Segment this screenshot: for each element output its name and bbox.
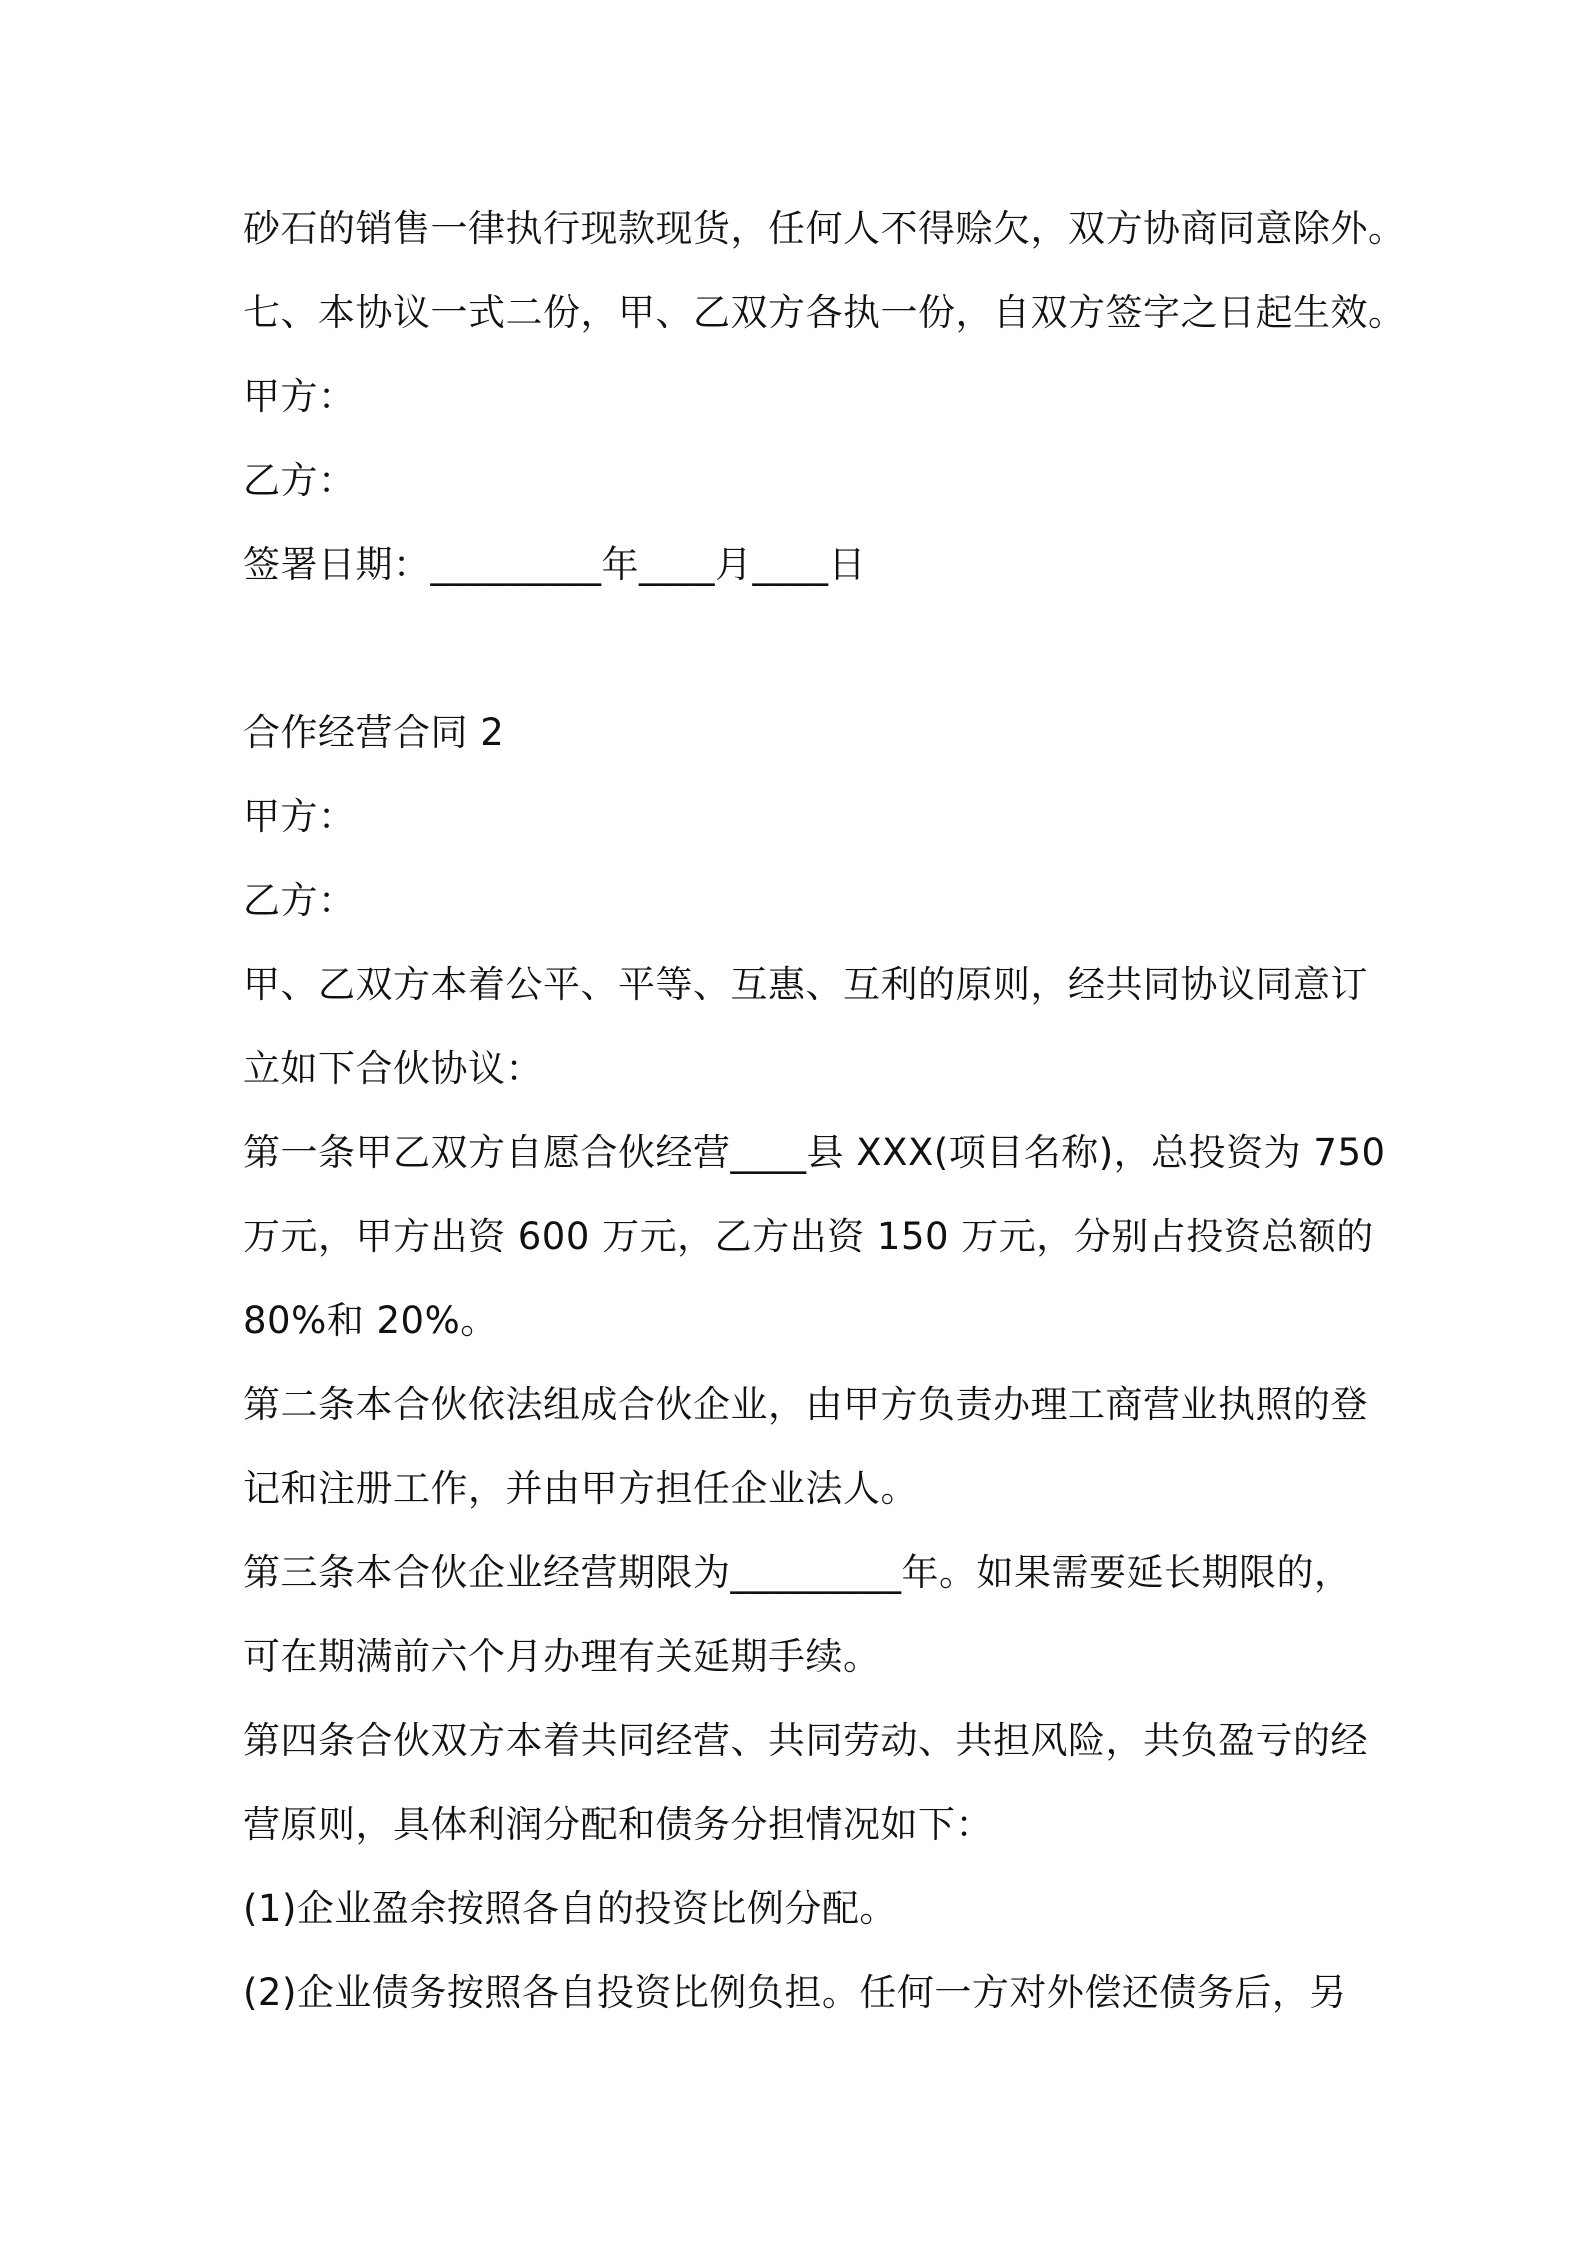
article-two-line-2: 记和注册工作，并由甲方担任企业法人。 xyxy=(243,1467,918,1510)
article-one-line-2: 万元，甲方出资 600 万元，乙方出资 150 万元，分别占投资总额的 xyxy=(243,1215,1374,1258)
article-four-line-1: 第四条合伙双方本着共同经营、共同劳动、共担风险，共负盈亏的经 xyxy=(243,1719,1368,1762)
preamble-line-1: 甲、乙双方本着公平、平等、互惠、互利的原则，经共同协议同意订 xyxy=(243,963,1368,1006)
party-a-label-2: 甲方： xyxy=(243,795,356,838)
article-four-item-1: (1)企业盈余按照各自的投资比例分配。 xyxy=(243,1887,897,1930)
paragraph-sales-terms: 砂石的销售一律执行现款现货，任何人不得赊欠，双方协商同意除外。 xyxy=(243,207,1406,250)
section-title: 合作经营合同 2 xyxy=(243,711,505,754)
article-four-item-2: (2)企业债务按照各自投资比例负担。任何一方对外偿还债务后，另 xyxy=(243,1971,1347,2014)
article-one-line-3: 80%和 20%。 xyxy=(243,1299,498,1342)
preamble-line-2: 立如下合伙协议： xyxy=(243,1047,543,1090)
party-a-label: 甲方： xyxy=(243,375,356,418)
article-one-line-1: 第一条甲乙双方自愿合伙经营____县 XXX(项目名称)，总投资为 750 xyxy=(243,1131,1386,1174)
paragraph-clause-seven: 七、本协议一式二份，甲、乙双方各执一份，自双方签字之日起生效。 xyxy=(243,291,1406,334)
party-b-label: 乙方： xyxy=(243,459,356,502)
article-two-line-1: 第二条本合伙依法组成合伙企业，由甲方负责办理工商营业执照的登 xyxy=(243,1383,1368,1426)
signing-date-line: 签署日期：_________年____月____日 xyxy=(243,543,866,586)
article-four-line-2: 营原则，具体利润分配和债务分担情况如下： xyxy=(243,1803,993,1846)
party-b-label-2: 乙方： xyxy=(243,879,356,922)
article-three-line-1: 第三条本合伙企业经营期限为_________年。如果需要延长期限的， xyxy=(243,1551,1352,1594)
article-three-line-2: 可在期满前六个月办理有关延期手续。 xyxy=(243,1635,881,1678)
